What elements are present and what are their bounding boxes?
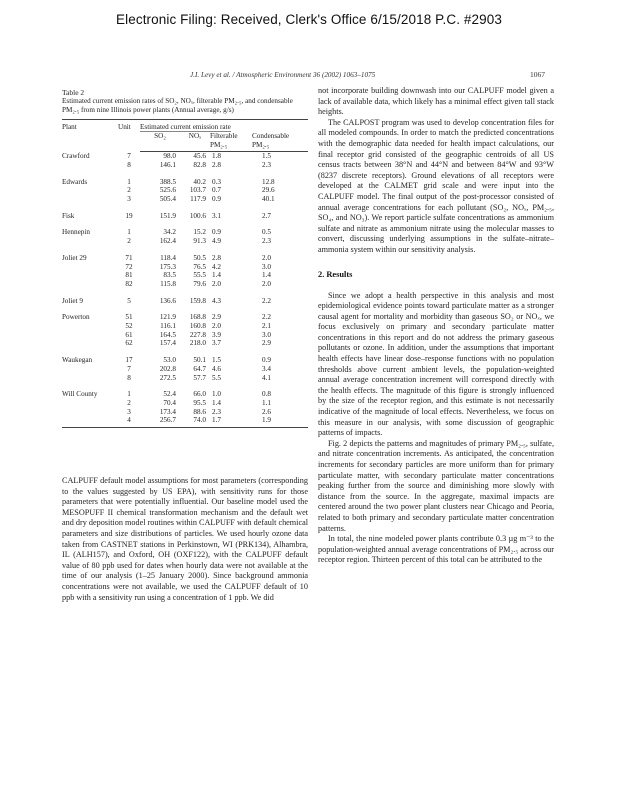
nox-cell: 74.0	[180, 416, 210, 427]
cond-cell: 2.0	[262, 253, 271, 262]
unit-cell: 17	[125, 356, 133, 365]
plant-cell	[62, 331, 118, 340]
filt-cell: 3.1	[212, 211, 221, 220]
unit-cell: 3	[127, 195, 131, 204]
table-row	[62, 313, 308, 322]
so2-cell: 256.7	[140, 416, 180, 427]
right-paragraph-1: not incorporate building downwash into our CALPUFF model given a lack of available data, which likely has a minimal effect given tall stack heights.	[318, 86, 554, 117]
filt-cell: 4.6	[212, 364, 221, 373]
unit-cell: 19	[125, 211, 133, 220]
unit-cell: 7	[127, 151, 131, 160]
unit-cell: 61	[125, 330, 133, 339]
cond-cell: 12.8	[262, 177, 275, 186]
filt-cell: 4.9	[212, 237, 221, 246]
table-row	[62, 152, 308, 161]
plant-cell: Edwards	[62, 177, 88, 186]
cond-cell: 2.6	[262, 407, 271, 416]
header-filterable: Filterable PM₂.₅	[210, 132, 252, 151]
nox-cell: 159.8	[189, 296, 206, 305]
cond-cell: 3.4	[262, 364, 271, 373]
cond-cell: 2.2	[262, 296, 271, 305]
right-paragraph-3: Since we adopt a health perspective in this analysis and most epidemiological evidence points toward particulate matter as a stronger causal agent for mortality and morbidity than gaseous SO₂ or NOₓ, we focus exclusively on primary and secondary particulate matter concentrations in this report and do not address the primary gaseous pollutants or ozone. In addition, under the assumptions that important health effects have linear dose–response functions with no population thresholds above current ambient levels, the population-weighted annual average concentration increment will correspond directly with the health effects. The magnitude of this figure is strongly influenced by the size of the receptor region, and this estimate is not necessarily indicative of the magnitude of local effects. Nevertheless, we focus on this measure in our analysis, with some discussion of geographic patterns of impacts.	[318, 290, 554, 438]
group-spacer	[62, 220, 308, 228]
cond-cell: 0.8	[262, 390, 271, 399]
table-row	[62, 390, 308, 399]
plant-cell	[62, 365, 118, 374]
plant-cell	[62, 271, 118, 280]
table-caption: Estimated current emission rates of SO₂, NOₓ, filterable PM₂.₅, and condensable PM₂.₅ from nine Illinois power plants (Annual average, g/s)	[62, 97, 293, 114]
so2-cell: 175.3	[159, 262, 176, 271]
left-body-text: CALPUFF default model assumptions for most parameters (corresponding to the values suggested by US EPA), with sensitivity runs for those parameters that were potentially influential. Our baseline model used the MESOPUFF II chemical transformation mechanism and the default wet and dry deposition model routines within CALPUFF with default chemical parameters and size distributions of particles. We used hourly ozone data taken from CASTNET stations in Perkinstown, WI (PRK134), Alhambra, IL (ALH157), and Oxford, OH (OXF122), with the CALPUFF default value of 80 ppb used for dates when hourly data were not available at the time of our analysis (1–25 January 2000). Since background ammonia concentrations were not available, we used the CALPUFF default of 10 ppb with a sensitivity run using a concentration of 1 ppb. We did	[62, 476, 308, 602]
table-row	[62, 271, 308, 280]
table-row	[62, 254, 308, 263]
nox-cell: 55.5	[193, 271, 206, 280]
unit-cell: 82	[125, 279, 133, 288]
filt-cell: 2.9	[212, 313, 221, 322]
filt-cell: 1.8	[212, 152, 221, 161]
so2-cell: 53.0	[163, 356, 176, 365]
filt-cell: 3.9	[212, 330, 221, 339]
group-spacer	[62, 348, 308, 356]
cond-cell: 2.1	[262, 322, 271, 331]
so2-cell: 146.1	[159, 160, 176, 169]
so2-cell: 272.5	[159, 373, 176, 382]
plant-cell	[62, 186, 118, 195]
filt-cell: 2.8	[212, 253, 221, 262]
unit-cell: 8	[127, 373, 131, 382]
unit-cell: 1	[127, 390, 131, 399]
nox-cell: 15.2	[193, 228, 206, 237]
left-column	[62, 88, 308, 603]
nox-cell: 82.8	[193, 160, 206, 169]
unit-cell: 4	[118, 416, 140, 427]
plant-cell: Joliet 29	[62, 253, 87, 262]
cond-cell: 0.5	[262, 228, 271, 237]
table-row	[62, 297, 308, 306]
so2-cell: 173.4	[159, 407, 176, 416]
plant-cell	[62, 399, 118, 408]
table-row	[62, 178, 308, 187]
so2-cell: 388.5	[159, 177, 176, 186]
plant-cell: Hennepin	[62, 228, 90, 237]
table-row	[62, 408, 308, 417]
table-body	[62, 152, 308, 428]
page-number: 1067	[530, 70, 545, 79]
cond-cell: 2.2	[262, 313, 271, 322]
so2-cell: 121.9	[159, 313, 176, 322]
filt-cell: 2.3	[212, 407, 221, 416]
table-row	[62, 339, 308, 348]
nox-cell: 76.5	[193, 262, 206, 271]
table-row	[62, 161, 308, 170]
filt-cell: 0.9	[212, 228, 221, 237]
unit-cell: 72	[125, 262, 133, 271]
cond-cell: 1.5	[262, 152, 271, 161]
plant-cell	[62, 408, 118, 417]
nox-cell: 57.7	[193, 373, 206, 382]
filt-cell: 1.5	[212, 356, 221, 365]
cond-cell: 0.9	[262, 356, 271, 365]
header-condensable: Condensable PM₂.₅	[252, 132, 308, 151]
so2-cell: 525.6	[159, 186, 176, 195]
cond-cell: 3.0	[262, 330, 271, 339]
right-paragraph-4: Fig. 2 depicts the patterns and magnitudes of primary PM₂.₅, sulfate, and nitrate concentration increments. As anticipated, the concentration increments for secondary particles are more uniform than for primary particulate matter, with secondary particulate matter concentrations peaking further from the source and diminishing more slowly with distance from the source. In the aggregate, maximal impacts are centered around the two power plant clusters near Chicago and Peoria, related to both primary and secondary particulate matter concentration patterns.	[318, 438, 554, 533]
so2-cell: 136.6	[159, 296, 176, 305]
nox-cell: 168.8	[189, 313, 206, 322]
cond-cell: 2.3	[262, 160, 271, 169]
plant-cell: Joliet 9	[62, 296, 83, 305]
nox-cell: 95.5	[193, 398, 206, 407]
table-row	[62, 186, 308, 195]
table-row	[62, 399, 308, 408]
plant-cell	[62, 161, 118, 170]
header-plant: Plant	[62, 120, 118, 152]
cond-cell: 3.0	[262, 262, 271, 271]
plant-cell: Fisk	[62, 211, 75, 220]
filt-cell: 4.3	[212, 296, 221, 305]
so2-cell: 98.0	[163, 152, 176, 161]
group-spacer	[62, 289, 308, 297]
unit-cell: 51	[125, 313, 133, 322]
header-unit: Unit	[118, 120, 140, 152]
filt-cell: 0.7	[212, 186, 221, 195]
nox-cell: 66.0	[193, 390, 206, 399]
nox-cell: 50.5	[193, 253, 206, 262]
plant-cell	[62, 263, 118, 272]
so2-cell: 116.1	[160, 322, 176, 331]
unit-cell: 5	[127, 296, 131, 305]
unit-cell: 1	[127, 228, 131, 237]
filt-cell: 2.8	[212, 160, 221, 169]
plant-cell	[62, 280, 118, 289]
unit-cell: 2	[127, 398, 131, 407]
table-row	[62, 356, 308, 365]
right-column	[318, 86, 554, 566]
nox-cell: 227.8	[189, 330, 206, 339]
table-label: Table 2	[62, 88, 85, 97]
table-row	[62, 365, 308, 374]
table-row	[62, 280, 308, 289]
table-row	[62, 263, 308, 272]
cond-cell: 29.6	[262, 186, 275, 195]
table-row	[62, 228, 308, 237]
table-row	[62, 374, 308, 383]
so2-cell: 202.8	[159, 364, 176, 373]
section-title: 2. Results	[318, 269, 353, 279]
so2-cell: 157.4	[159, 339, 176, 348]
unit-cell: 7	[127, 364, 131, 373]
nox-cell: 218.0	[189, 339, 206, 348]
so2-cell: 115.8	[160, 279, 176, 288]
cond-cell: 2.9	[262, 339, 271, 348]
group-spacer	[62, 305, 308, 313]
running-head: J.I. Levy et al. / Atmospheric Environment 36 (2002) 1063–1075	[190, 71, 376, 79]
unit-cell: 81	[125, 271, 133, 280]
so2-cell: 151.9	[159, 211, 176, 220]
so2-cell: 83.5	[163, 271, 176, 280]
unit-cell: 3	[127, 407, 131, 416]
header-so2: SO₂	[140, 132, 180, 151]
filt-cell: 1.0	[212, 390, 221, 399]
nox-cell: 79.6	[193, 279, 206, 288]
nox-cell: 40.2	[193, 177, 206, 186]
cond-cell: 1.1	[262, 398, 271, 407]
unit-cell: 1	[127, 177, 131, 186]
filt-cell: 0.3	[212, 177, 221, 186]
filt-cell: 0.9	[212, 195, 221, 204]
plant-cell	[62, 322, 118, 331]
unit-cell: 71	[125, 253, 133, 262]
so2-cell: 164.5	[159, 330, 176, 339]
right-paragraph-5: In total, the nine modeled power plants contribute 0.3 µg m⁻³ to the population-weighted annual average concentrations of PM₂.₅ across our receptor region. Thirteen percent of this total can be attributed to the	[318, 534, 554, 565]
cond-cell: 2.0	[262, 279, 271, 288]
plant-cell	[62, 339, 118, 348]
cond-cell: 4.1	[262, 373, 271, 382]
right-paragraph-2: The CALPOST program was used to develop concentration files for all modeled compounds. In order to match the predicted concentrations with the demographic data needed for health impact calculations, our final receptor grid consisted of the geographic centroids of all US census tracts between 38°N and 44°N and between 84°W and 93°W (8237 discrete receptors). Ground elevations of all receptors were developed at the CALMET grid scale and were input into the CALPUFF model. The final output of the post-processor consisted of annual average concentrations for each pollutant (SO₂, NOₓ, PM₂.₅, SO₄, and NO₃). We report particle sulfate concentrations as ammonium sulfate and nitrate as ammonium nitrate using the molecular masses to convert, discussing underlying assumptions in the sulfate–nitrate–ammonia system within our sensitivity analysis.	[318, 117, 554, 254]
nox-cell: 117.9	[190, 195, 206, 204]
unit-cell: 52	[125, 322, 133, 331]
cond-cell: 40.1	[262, 195, 275, 204]
cond-cell: 2.7	[262, 211, 271, 220]
plant-cell: Waukegan	[62, 356, 93, 365]
plant-cell: Powerton	[62, 313, 90, 322]
filt-cell: 1.4	[212, 398, 221, 407]
filt-cell: 5.5	[212, 373, 221, 382]
table-row	[62, 416, 308, 427]
emission-table	[62, 119, 308, 428]
filt-cell: 1.7	[210, 416, 252, 427]
nox-cell: 64.7	[193, 364, 206, 373]
table-row	[62, 195, 308, 204]
nox-cell: 50.1	[193, 356, 206, 365]
plant-cell	[62, 195, 118, 204]
so2-cell: 162.4	[159, 237, 176, 246]
group-spacer	[62, 170, 308, 178]
group-spacer	[62, 382, 308, 390]
unit-cell: 2	[127, 237, 131, 246]
unit-cell: 8	[127, 160, 131, 169]
table-row	[62, 331, 308, 340]
plant-cell: Will County	[62, 390, 98, 399]
cond-cell: 1.4	[262, 271, 271, 280]
filt-cell: 4.2	[212, 262, 221, 271]
filt-cell: 3.7	[212, 339, 221, 348]
nox-cell: 103.7	[189, 186, 206, 195]
so2-cell: 70.4	[163, 398, 176, 407]
so2-cell: 505.4	[159, 195, 176, 204]
so2-cell: 118.4	[160, 253, 176, 262]
filt-cell: 2.0	[212, 279, 221, 288]
header-nox: NOₓ	[180, 132, 210, 151]
plant-cell: Crawford	[62, 151, 90, 160]
cond-cell: 1.9	[252, 416, 308, 427]
group-spacer	[62, 246, 308, 254]
plant-cell	[62, 416, 118, 427]
nox-cell: 91.3	[193, 237, 206, 246]
so2-cell: 34.2	[163, 228, 176, 237]
group-spacer	[62, 204, 308, 212]
plant-cell	[62, 374, 118, 383]
plant-cell	[62, 237, 118, 246]
so2-cell: 52.4	[163, 390, 176, 399]
filt-cell: 2.0	[212, 322, 221, 331]
nox-cell: 100.6	[189, 211, 206, 220]
nox-cell: 160.8	[189, 322, 206, 331]
cond-cell: 2.3	[262, 237, 271, 246]
electronic-filing-stamp: Electronic Filing: Received, Clerk's Office 6/15/2018 P.C. #2903	[116, 12, 502, 27]
filt-cell: 1.4	[212, 271, 221, 280]
table-row	[62, 237, 308, 246]
unit-cell: 2	[127, 186, 131, 195]
unit-cell: 62	[125, 339, 133, 348]
header-group: Estimated current emission rate	[140, 123, 231, 131]
table-row	[62, 212, 308, 221]
table-row	[62, 322, 308, 331]
nox-cell: 88.6	[193, 407, 206, 416]
nox-cell: 45.6	[193, 152, 206, 161]
